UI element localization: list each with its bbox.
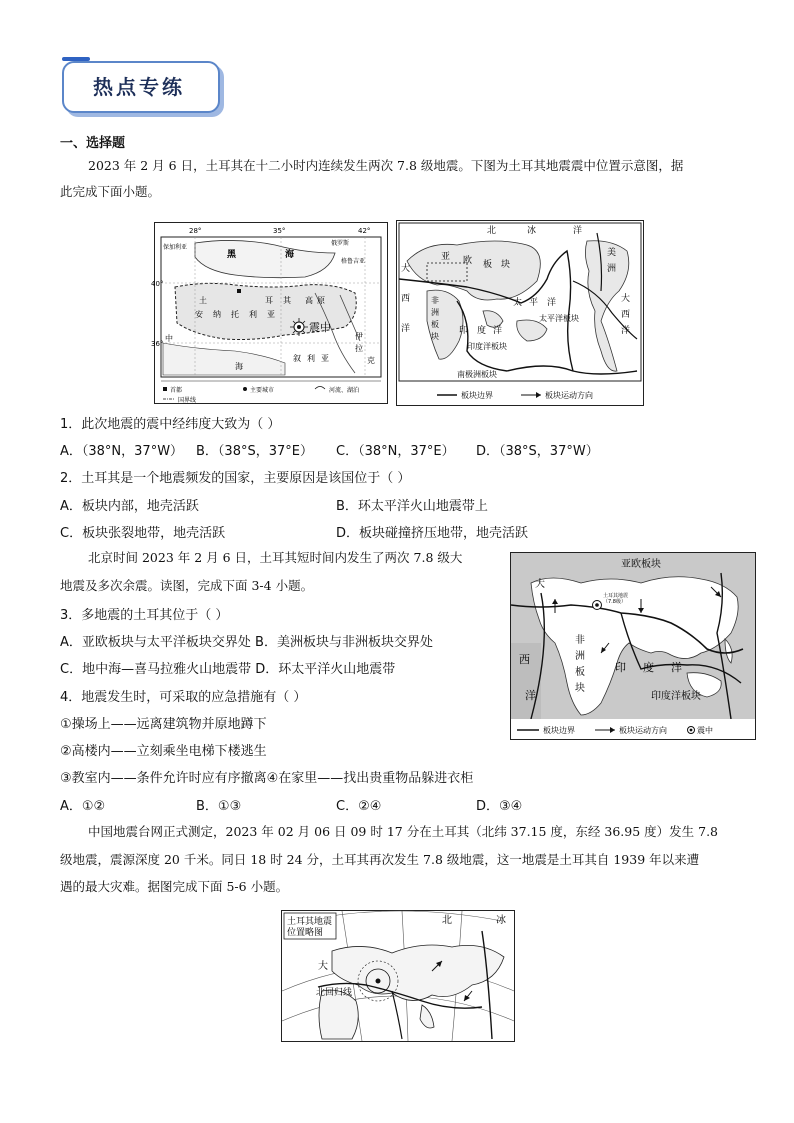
label-li2: 利 [307,354,315,363]
label-ice: 冰 [527,226,537,236]
legend-river-icon [315,387,325,390]
q1-stem: 1．此次地震的震中经纬度大致为（ ） [60,417,281,432]
label-black: 黑 [227,250,237,260]
fig4-title-line2: 位置略图 [287,928,324,938]
label-zhou: 洲 [607,264,617,274]
label-sea: 海 [285,250,295,260]
label-kuai: 块 [501,260,511,270]
fig4-title-line1: 土耳其地震 [287,917,333,927]
q2-option-d[interactable]: D．板块碰撞挤压地带，地壳活跃 [336,526,529,541]
label-antarctic-plate: 南极洲板块 [457,370,497,379]
label-la: 拉 [355,344,363,353]
label-ya: 亚 [441,252,451,262]
label-eurasian-plate: 亚欧板块 [621,559,661,570]
turkey-location-map-figure [281,910,515,1042]
intro2-line1: 北京时间 2023 年 2 月 6 日，土耳其短时间内发生了两次 7.8 级大 [88,550,463,565]
label-ke: 克 [367,356,375,365]
label-kuai: 块 [575,683,585,694]
q1-option-b[interactable]: B．（38°S，37°E） [196,444,313,459]
legend-city-icon [243,387,247,391]
q4-item-3: ③教室内——条件允许时应有序撤离④在家里——找出贵重物品躲进衣柜 [60,771,474,786]
q4-option-a[interactable]: A．①② [60,799,106,814]
capital-icon [237,289,241,293]
label-da: 大 [318,961,328,972]
label-du: 度 [477,326,487,336]
label-zhong: 中 [165,334,173,343]
epicenter-icon [376,979,381,984]
label-russia: 俄罗斯 [331,240,350,247]
q4-option-b[interactable]: B．①③ [196,799,242,814]
turkey-map-svg [151,223,387,404]
label-yang2: 洋 [493,326,503,336]
label-yi: 伊 [355,332,363,341]
legend-capital: 首都 [170,387,183,394]
legend-border: 国界线 [178,397,197,404]
lat-label-36: 36° [151,340,164,348]
q2-stem: 2．土耳其是一个地震频发的国家，主要原因是该国位于（ ） [60,471,411,486]
label-tu: 土 [199,296,207,305]
label-li: 利 [249,310,257,319]
label-kuai2: 块 [431,332,439,341]
label-xu: 叙 [293,354,301,363]
label-fei: 非 [431,296,439,305]
label-ocean-top: 洋 [573,226,583,236]
q3-options-line1[interactable]: A．亚欧板块与太平洋板块交界处 B．美洲板块与非洲板块交界处 [60,635,433,650]
label-yang: 洋 [547,298,557,308]
label-yuan: 原 [317,296,325,305]
section-title: 一、选择题 [60,136,126,151]
label-bulgaria: 保加利亚 [163,244,188,251]
label-ban2: 板 [431,320,439,329]
label-mei: 美 [607,248,617,258]
label-na: 纳 [213,310,221,319]
intro1-line2: 此完成下面小题。 [60,184,161,199]
lon-label-28: 28° [189,227,202,235]
world-plate-map-svg [397,221,643,405]
label-da: 大 [401,264,411,274]
label-an: 安 [195,310,203,319]
q4-item-1: ①操场上——远离建筑物并原地蹲下 [60,717,267,732]
epicenter-label: 震中 [309,321,331,334]
label-xi: 西 [401,294,411,304]
q2-option-c[interactable]: C．板块张裂地带，地壳活跃 [60,526,226,541]
q1-option-d[interactable]: D．（38°S，37°W） [476,444,599,459]
label-xi: 西 [519,653,530,666]
intro3-line3: 遇的最大灾难。据图完成下面 5-6 小题。 [60,879,289,894]
legend-boundary: 板块边界 [461,391,493,400]
label-zhou: 洲 [575,651,585,662]
label-yang: 洋 [525,689,536,702]
lon-label-35: 35° [273,227,286,235]
label-north: 北 [442,915,452,926]
label-fei: 非 [575,635,585,646]
label-ya: 亚 [267,310,275,319]
intro2-line2: 地震及多次余震。读图，完成下面 3-4 小题。 [60,578,314,593]
label-yin: 印 [615,661,626,674]
q4-option-d[interactable]: D．③④ [476,799,523,814]
label-da: 大 [535,579,545,590]
lon-label-42: 42° [358,227,371,235]
q3-options-line2[interactable]: C．地中海—喜马拉雅火山地震带 D．环太平洋火山地震带 [60,662,396,677]
label-gao: 高 [305,296,313,305]
label-xi2: 西 [621,310,631,320]
label-yang2: 洋 [671,661,682,674]
label-zhou2: 洲 [431,308,439,317]
label-magnitude: （7.8级） [603,599,626,605]
legend-city: 主要城市 [250,387,275,394]
q3-stem: 3．多地震的土耳其位于（ ） [60,608,229,623]
banner-title: 热点专练 [93,75,185,99]
q4-option-c[interactable]: C．②④ [336,799,382,814]
intro3-line1: 中国地震台网正式测定，2023 年 02 月 06 日 09 时 17 分在土耳其（北纬 37.15 度，东经 36.95 度）发生 7.8 [88,824,719,839]
label-north: 北 [487,226,497,236]
label-indian-plate: 印度洋板块 [467,342,507,351]
africa-plate-map-figure [510,552,756,740]
epicenter-icon [593,601,602,610]
label-ice: 冰 [496,915,506,926]
label-ping: 平 [529,298,539,308]
legend-direction: 板块运动方向 [545,391,593,400]
label-tuo: 托 [231,310,239,319]
q4-item-2: ②高楼内——立刻乘坐电梯下楼逃生 [60,744,267,759]
world-plate-map-figure [396,220,644,406]
legend-capital-icon [163,387,167,391]
label-georgia: 格鲁吉亚 [341,258,366,265]
label-da2: 大 [621,294,631,304]
label-du: 度 [643,661,654,674]
q2-option-b[interactable]: B．环太平洋火山地震带上 [336,499,488,514]
lat-label-40: 40° [151,280,164,288]
legend-boundary: 板块边界 [543,726,575,735]
label-pacific-plate: 太平洋板块 [539,314,579,323]
intro1-line1: 2023 年 2 月 6 日，土耳其在十二小时内连续发生两次 7.8 级地震。下图为土耳其地震震中位置示意图，据 [88,158,684,173]
legend-epicenter: 震中 [697,726,713,735]
section-banner [58,57,224,117]
label-yang4: 洋 [621,326,631,336]
label-ban: 板 [483,260,493,270]
label-qi: 其 [283,296,291,305]
q2-option-a[interactable]: A．板块内部，地壳活跃 [60,499,199,514]
label-turkey-quake: 土耳其地震 [603,593,629,599]
label-ou: 欧 [463,256,473,266]
label-hai: 海 [235,362,243,371]
africa-plate-map-svg [511,553,755,739]
label-yin: 印 [459,326,469,336]
label-ya2: 亚 [321,354,329,363]
label-yang3: 洋 [401,324,411,334]
legend-direction: 板块运动方向 [619,726,667,735]
label-tai: 太 [513,298,523,308]
turkey-location-map-svg [282,911,514,1041]
turkey-map-figure [151,222,388,404]
q1-option-c[interactable]: C．（38°N，37°E） [336,444,455,459]
legend-river: 河流、湖泊 [329,387,360,394]
label-er: 耳 [265,296,273,305]
label-ban: 板 [575,667,585,678]
label-indian-plate: 印度洋板块 [651,691,701,702]
label-tropic: 北回归线 [316,988,353,998]
intro3-line2: 级地震，震源深度 20 千米。同日 18 时 24 分，土耳其再次发生 7.8 级地震，这一地震是土耳其自 1939 年以来遭 [60,852,700,867]
q1-option-a[interactable]: A．（38°N，37°W） [60,444,184,459]
q4-stem: 4．地震发生时，可采取的应急措施有（ ） [60,690,307,705]
